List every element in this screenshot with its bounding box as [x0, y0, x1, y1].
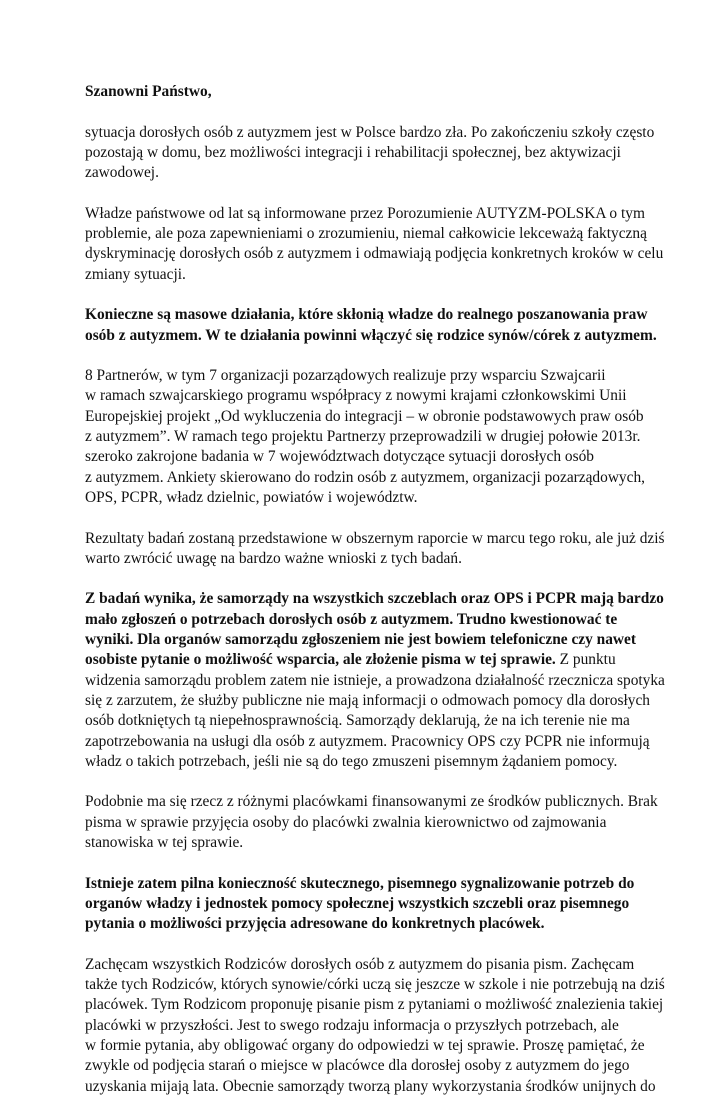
greeting-line: Szanowni Państwo, [85, 83, 212, 100]
letter-page [85, 82, 665, 1117]
text-fragment: Z punktu [555, 651, 616, 669]
text-line: osób dotkniętych tą niepełnosprawnością. Samorządy deklarują, że na ich terenie nie ma [85, 712, 630, 730]
text-line: Konieczne są masowe działania, które skłonią władze do realnego poszanowania praw [85, 306, 648, 324]
text-line: osób z autyzmem. W te działania powinni włączyć się rodzice synów/córek z autyzmem. [85, 326, 657, 344]
text-line: Rezultaty badań zostaną przedstawione w obszernym raporcie w marcu tego roku, ale już dziś [85, 529, 665, 547]
text-line: z autyzmem. Ankiety skierowano do rodzin osób z autyzmem, organizacji pozarządowych, [85, 468, 646, 486]
text-line: problemie, ale poza zapewnieniami o zrozumieniu, niemal całkowicie lekceważą faktyczną [85, 225, 647, 243]
text-line: zmiany sytuacji. [85, 265, 186, 283]
text-line: zapotrzebowania na usługi dla osób z autyzmem. Pracownicy OPS czy PCPR nie informują [85, 732, 650, 750]
text-line: placówek. Tym Rodzicom proponuję pisanie pism z pytaniami o możliwość znalezienia takiej [85, 996, 664, 1014]
text-line: pytania o możliwości przyjęcia adresowane do konkretnych placówek. [85, 915, 545, 933]
text-line: organów władzy i jednostek pomocy społecznej wszystkich szczebli oraz pisemnego [85, 894, 630, 912]
letter-greeting [85, 82, 645, 102]
text-line: uzyskania mijają lata. Obecnie samorządy tworzą plany wykorzystania środków unijnych do [85, 1077, 656, 1095]
paragraph-encouragement [85, 955, 665, 1097]
paragraph-project [85, 366, 645, 508]
text-line: się z zarzutem, że służby publiczne nie mają informacji o odmowach pomocy dla dorosłych [85, 691, 650, 709]
text-line: także tych Rodziców, których synowie/córki uczą się jeszcze w szkole i nie potrzebują na dziś [85, 976, 665, 994]
text-line: widzenia samorządu problem zatem nie istnieje, a prowadzona działalność rzecznicza spotyka [85, 671, 665, 689]
text-line: szeroko zakrojone badania w 7 województwach dotyczące sytuacji dorosłych osób [85, 448, 594, 466]
text-line: w ramach szwajcarskiego programu współpracy z nowymi krajami członkowskimi Unii [85, 387, 627, 405]
text-line: Podobnie ma się rzecz z różnymi placówkami finansowanymi ze środków publicznych. Brak [85, 793, 658, 811]
text-line: warto zwrócić uwagę na bardzo ważne wnioski z tych badań. [85, 549, 462, 567]
text-line: Władze państwowe od lat są informowane przez Porozumienie AUTYZM-POLSKA o tym [85, 204, 645, 222]
text-line: zwykle od podjęcia starań o miejsce w placówce dla dorosłej osoby z autyzmem do jego [85, 1057, 630, 1075]
text-line: dyskryminację dorosłych osób z autyzmem i odmawiają podjęcia konkretnych kroków w celu [85, 245, 664, 263]
text-line: z autyzmem”. W ramach tego projektu Partnerzy przeprowadzili w drugiej połowie 2013r. [85, 428, 641, 446]
text-line: Z badań wynika, że samorządy na wszystkich szczeblach oraz OPS i PCPR mają bardzo [85, 590, 664, 608]
paragraph-urgent-need [85, 874, 645, 935]
paragraph-situation [85, 123, 655, 184]
text-line-mixed [85, 650, 645, 670]
bold-fragment: osobiste pytanie o możliwość wsparcia, ale złożenie pisma w tej sprawie. [85, 651, 556, 669]
text-line: w formie pytania, aby obligować organy do odpowiedzi w tej sprawie. Proszę pamiętać, że [85, 1036, 645, 1054]
paragraph-results [85, 529, 665, 570]
text-line: 8 Partnerów, w tym 7 organizacji pozarządowych realizuje przy wsparciu Szwajcarii [85, 367, 606, 385]
text-line: Zachęcam wszystkich Rodziców dorosłych osób z autyzmem do pisania pism. Zachęcam [85, 955, 635, 973]
paragraph-findings [85, 589, 665, 772]
text-line: Istnieje zatem pilna konieczność skutecznego, pisemnego sygnalizowanie potrzeb do [85, 874, 635, 892]
text-line: mało zgłoszeń o potrzebach dorosłych osób z autyzmem. Trudno kwestionować te [85, 610, 618, 628]
text-line: OPS, PCPR, władz dzielnic, powiatów i województw. [85, 488, 418, 506]
paragraph-institutions [85, 792, 658, 853]
text-line: pisma w sprawie przyjęcia osoby do placówki zwalnia kierownictwo od zajmowania [85, 813, 607, 831]
text-line: zawodowej. [85, 164, 159, 182]
text-line: wyniki. Dla organów samorządu zgłoszeniem nie jest bowiem telefoniczne czy nawet [85, 631, 636, 649]
text-line: Europejskiej projekt „Od wykluczenia do integracji – w obronie podstawowych praw osób [85, 407, 644, 425]
paragraph-call-to-action [85, 305, 657, 346]
text-line: sytuacja dorosłych osób z autyzmem jest w Polsce bardzo zła. Po zakończeniu szkoły często [85, 123, 655, 141]
paragraph-authorities [85, 204, 664, 285]
text-line: pozostają w domu, bez możliwości integracji i rehabilitacji społecznej, bez aktywizacji [85, 143, 621, 161]
text-line: placówki w przyszłości. Jest to swego rodzaju informacja o przyszłych potrzebach, ale [85, 1016, 619, 1034]
text-line: stanowiska w tej sprawie. [85, 833, 244, 851]
text-line: władz o takich potrzebach, jeśli nie są do tego zmuszeni pisemnym żądaniem pomocy. [85, 752, 618, 770]
